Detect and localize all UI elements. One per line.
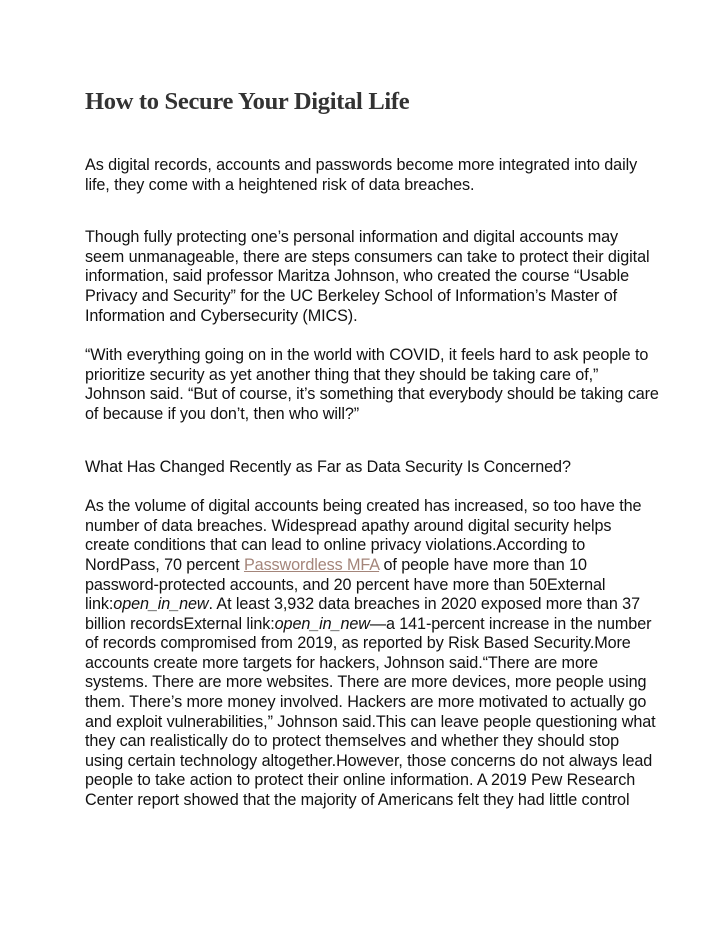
- external-link-label-1: open_in_new: [113, 595, 209, 614]
- body-text-part-4: —a 141-percent increase in the number of records compromised from 2019, as reported by Risk Based Security.More accounts create more targets for hackers, Johnson said.“There are more systems. There are more websites. There are more devices, more people using them. There’s more money involved. Hackers are more motivated to actually go and exploit vulnerabilities,” Johnson said.This can leave people questioning what they can realistically do to protect themselves and whether they should stop using certain technology altogether.However, those concerns do not always lead people to take action to protect their online information. A 2019 Pew Research Center report showed that the majority of Americans felt they had little control: [85, 614, 656, 810]
- body-text-part-2: of people have more than 10 password-protected accounts, and 20 percent have more than 50External link:: [85, 555, 606, 614]
- external-link-label-2: open_in_new: [274, 614, 370, 633]
- paragraph-data-breaches: [85, 497, 660, 811]
- body-text-part-3: . At least 3,932 data breaches in 2020 exposed more than 37 billion recordsExternal link:: [85, 595, 640, 633]
- passwordless-mfa-link[interactable]: Passwordless MFA: [243, 555, 380, 574]
- paragraph-personal-info: Though fully protecting one’s personal information and digital accounts may seem unmanageable, there are steps consumers can take to protect their digital information, said professor Maritza Johnson, who created the course “Usable Privacy and Security” for the UC Berkeley School of Information’s Master of Information and Cybersecurity (MICS).: [85, 228, 650, 325]
- article-title: How to Secure Your Digital Life: [85, 88, 410, 115]
- body-text-part-1: As the volume of digital accounts being created has increased, so too have the number of data breaches. Widespread apathy around digital security helps create conditions that can lead to online privacy violations.According to NordPass, 70 percent: [85, 497, 642, 574]
- section-subheading: What Has Changed Recently as Far as Data Security Is Concerned?: [85, 457, 571, 476]
- paragraph-johnson-quote: “With everything going on in the world with COVID, it feels hard to ask people to prioritize security as yet another thing that they should be taking care of,” Johnson said. “But of course, it’s something that everybody should be taking care of because if you don’t, then who will?”: [85, 346, 659, 423]
- intro-paragraph: As digital records, accounts and passwords become more integrated into daily life, they come with a heightened risk of data breaches.: [85, 156, 638, 194]
